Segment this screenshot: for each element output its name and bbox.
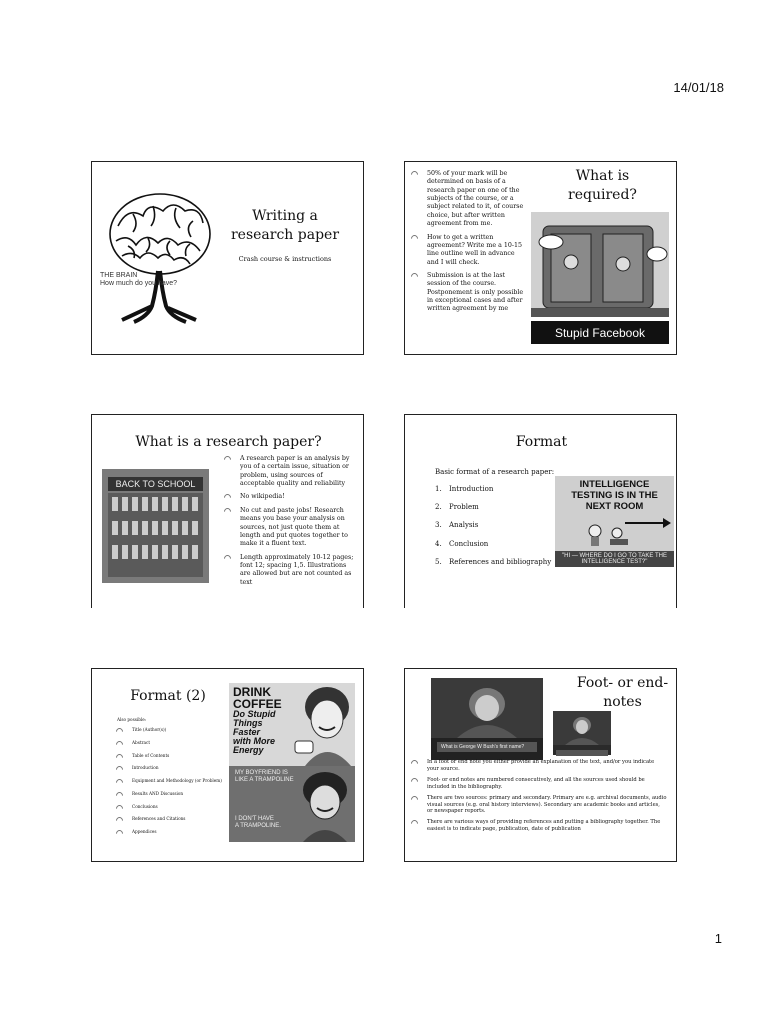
slide-title: What is a research paper? bbox=[135, 434, 322, 450]
bullet-list bbox=[409, 170, 527, 319]
cartoon-image bbox=[531, 212, 669, 340]
back-to-school-image bbox=[102, 469, 209, 583]
page-date: 14/01/18 bbox=[673, 80, 724, 95]
format-list bbox=[435, 485, 560, 576]
slide-title: Format bbox=[515, 434, 568, 450]
slide-2 bbox=[404, 161, 677, 355]
list-item: No wikipedia! bbox=[222, 493, 357, 501]
list-item: 5. References and bibliography bbox=[435, 557, 552, 566]
format-intro: Also possible: bbox=[117, 717, 147, 722]
poster-line: DRINK bbox=[233, 685, 271, 699]
list-item: Conclusions bbox=[114, 804, 239, 810]
list-item: Title (Author(s)) bbox=[114, 727, 239, 733]
quiz-bar bbox=[556, 750, 608, 756]
list-item: 50% of your mark will be determined on basis of a research paper on one of the subjects of the course, or a subject related to it, of course choice, but after written agreement from me. bbox=[409, 170, 527, 229]
slide-title: Format (2) bbox=[130, 688, 206, 704]
list-item: In a foot or end note you either provide an explanation of the text, and/or you indicate your source. bbox=[409, 759, 667, 773]
slide-title: Writing a research paper bbox=[230, 208, 340, 243]
list-item: Length approximately 10-12 pages; font 12; spacing 1,5. Illustrations are allowed but are not counted as text bbox=[222, 554, 357, 587]
list-item: A research paper is an analysis by you of a certain issue, situation or problem, using sources of acceptable quality and reliability bbox=[222, 455, 357, 488]
slide-6 bbox=[404, 668, 677, 862]
slide-subtitle: Crash course & instructions bbox=[238, 255, 332, 263]
list-item: Introduction bbox=[114, 765, 239, 771]
person-icon bbox=[431, 678, 543, 738]
list-item: Submission is at the last session of the course. Postponement is only possible in exceptional cases and after written agreement by me bbox=[409, 272, 527, 314]
brain-sublabel: How much do you have? bbox=[100, 279, 178, 287]
cartoon-caption: "HI — WHERE DO I GO TO TAKE THE INTELLIGENCE TEST?" bbox=[555, 551, 674, 567]
arrow-sign-icon bbox=[555, 513, 674, 547]
trampoline-poster bbox=[229, 766, 355, 842]
poster-line: Faster bbox=[233, 727, 261, 737]
poster-line: I DON'T HAVE bbox=[235, 816, 274, 822]
banner-text: BACK TO SCHOOL bbox=[108, 477, 203, 491]
bullet-list bbox=[409, 759, 667, 837]
woman-portrait-icon bbox=[295, 683, 355, 766]
list-item: 1. Introduction bbox=[435, 485, 494, 493]
list-item: There are various ways of providing references and putting a bibliography together. The easiest is to indicate page, publication, date of publication bbox=[409, 819, 667, 833]
list-item: Equipment and Methodology (or Problem) bbox=[114, 778, 239, 784]
quiz-question: What is George W Bush's first name? bbox=[437, 742, 537, 752]
slide-title: Foot- or end-notes bbox=[576, 675, 669, 710]
list-item: Abstract bbox=[114, 740, 239, 746]
format-intro: Basic format of a research paper: bbox=[435, 468, 555, 476]
list-item: 3. Analysis bbox=[435, 521, 479, 530]
coffee-poster bbox=[229, 683, 355, 766]
slide-1 bbox=[91, 161, 364, 355]
poster-line: Things bbox=[233, 718, 263, 728]
woman-smiling-icon bbox=[297, 768, 353, 842]
list-item: References and Citations bbox=[114, 816, 239, 822]
confession-booth-image bbox=[531, 212, 669, 317]
cartoon-heading: INTELLIGENCE TESTING IS IN THE NEXT ROOM bbox=[571, 479, 658, 512]
image-caption: Stupid Facebook bbox=[531, 321, 669, 344]
poster-line: Energy bbox=[233, 745, 264, 755]
poster-line: with More bbox=[233, 736, 275, 746]
tv-screenshot-small bbox=[553, 711, 611, 755]
slide-title: What is required? bbox=[568, 168, 637, 203]
list-item: 2. Problem bbox=[435, 503, 479, 512]
list-item: How to get a written agreement? Write me a 10-15 line outline well in advance and I will check. bbox=[409, 234, 527, 267]
list-item: There are two sources: primary and secondary. Primary are e.g. archival documents, audio visual sources (e.g. oral history interviews). Secondary are academic books and articles, or newspaper reports. bbox=[409, 795, 667, 816]
list-item: 4. Conclusion bbox=[435, 539, 489, 548]
brain-label: THE BRAIN bbox=[100, 272, 138, 279]
list-item: Table of Contents bbox=[114, 753, 239, 759]
page-number: 1 bbox=[714, 931, 722, 946]
list-item: Foot- or end notes are numbered consecutively, and all the sources used should be included in the bibliography. bbox=[409, 777, 667, 791]
poster-line: Do Stupid bbox=[233, 709, 276, 719]
list-item: No cut and paste jobs! Research means you base your analysis on sources, not just quote them at length and put quotes together to make it a fluent text. bbox=[222, 507, 357, 549]
poster-line: LIKE A TRAMPOLINE bbox=[235, 777, 294, 784]
slide-5 bbox=[91, 668, 364, 862]
list-item: Appendices bbox=[114, 829, 239, 835]
bullet-list bbox=[222, 455, 357, 592]
person-icon bbox=[553, 711, 611, 745]
poster-line: MY BOYFRIEND IS bbox=[235, 770, 288, 776]
tv-screenshot-large bbox=[431, 678, 543, 760]
intelligence-cartoon bbox=[555, 476, 674, 565]
slide-3 bbox=[91, 414, 364, 608]
bullet-list bbox=[114, 727, 239, 842]
shelf-icon bbox=[102, 491, 209, 581]
poster-line: COFFEE bbox=[233, 697, 282, 711]
poster-line: A TRAMPOLINE. bbox=[235, 823, 281, 830]
slide-4 bbox=[404, 414, 677, 608]
list-item: Results AND Discussion bbox=[114, 791, 239, 797]
brain-tree-image bbox=[98, 186, 223, 326]
